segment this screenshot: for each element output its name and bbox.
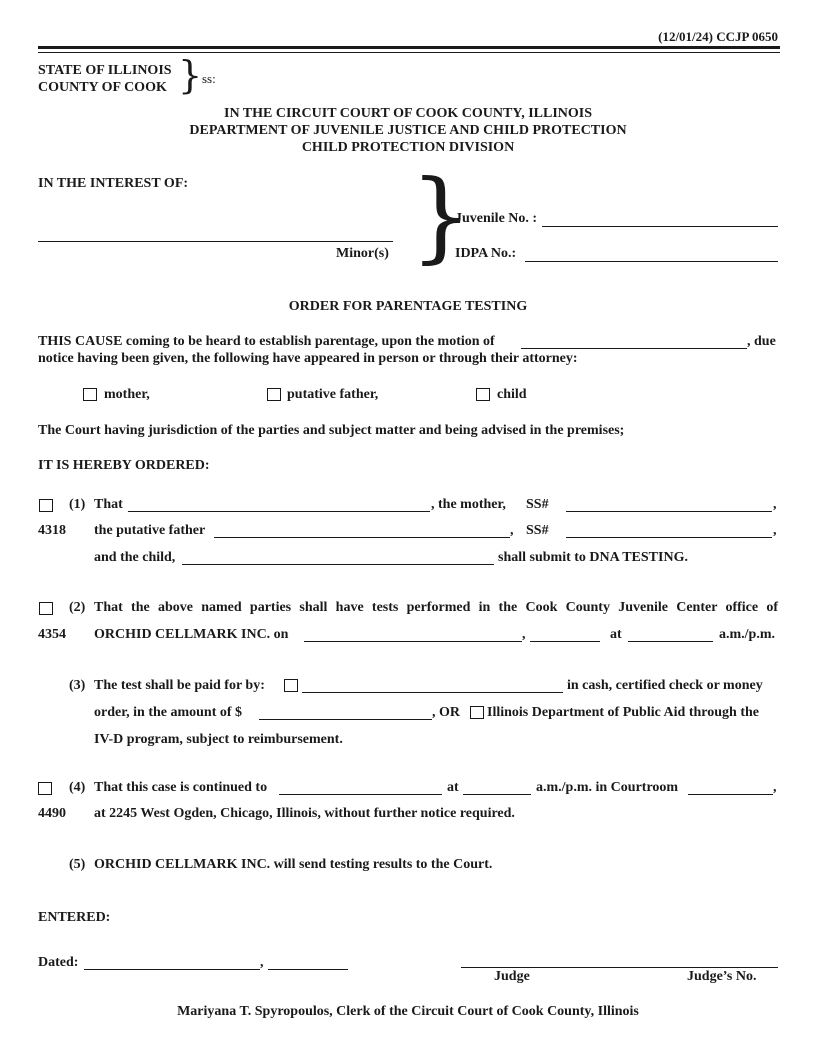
mother-ss-comma: , <box>773 497 777 512</box>
notice-text: notice having been given, the following have appeared in person or through their attorney: <box>38 351 578 366</box>
item2-checkbox[interactable] <box>39 602 53 615</box>
header-rule-thick <box>38 46 780 49</box>
item1-that: That <box>94 497 123 512</box>
child-label: child <box>497 387 527 402</box>
item2-line1: That the above named parties shall have tests performed in the Cook County Juvenile Center office of <box>94 600 778 615</box>
item4-checkbox[interactable] <box>38 782 52 795</box>
idpa-text: Illinois Department of Public Aid through the <box>487 705 759 720</box>
courtroom-field[interactable] <box>688 794 773 795</box>
child-name-field[interactable] <box>182 564 494 565</box>
paid-by-checkbox[interactable] <box>284 679 298 692</box>
item1-number: (1) <box>69 497 86 512</box>
payment-method-text: in cash, certified check or money <box>567 678 763 693</box>
caption-brace: } <box>410 160 473 274</box>
dated-field[interactable] <box>84 969 260 970</box>
order-title: ORDER FOR PARENTAGE TESTING <box>288 299 528 314</box>
child-checkbox[interactable] <box>476 388 490 401</box>
item1-code: 4318 <box>38 523 66 538</box>
clerk-line: Mariyana T. Spyropoulos, Clerk of the Circuit Court of Cook County, Illinois <box>177 1004 639 1019</box>
mother-ss-label: SS# <box>526 497 549 512</box>
idpa-checkbox[interactable] <box>470 706 484 719</box>
court-name: IN THE CIRCUIT COURT OF COOK COUNTY, ILLINOIS <box>224 106 592 121</box>
the-mother-label: , the mother, <box>431 497 506 512</box>
judge-no-label: Judge’s No. <box>687 969 757 984</box>
idpa-no-field[interactable] <box>525 261 778 262</box>
putative-father-label: putative father, <box>287 387 379 402</box>
courtroom-text: a.m./p.m. in Courtroom <box>536 780 679 795</box>
ordered-heading: IT IS HEREBY ORDERED: <box>38 458 210 473</box>
putative-father-text: the putative father <box>94 523 206 538</box>
father-ss-field[interactable] <box>566 537 772 538</box>
item3-number: (3) <box>69 678 86 693</box>
amount-field[interactable] <box>259 719 432 720</box>
continued-at-label: at <box>447 780 459 795</box>
venue-brace: } <box>178 53 203 97</box>
father-name-comma: , <box>510 523 514 538</box>
mother-checkbox[interactable] <box>83 388 97 401</box>
continued-date-field[interactable] <box>279 794 442 795</box>
father-ss-label: SS# <box>526 523 549 538</box>
form-code: (12/01/24) CCJP 0650 <box>658 29 778 44</box>
item1-checkbox[interactable] <box>39 499 53 512</box>
continued-time-field[interactable] <box>463 794 531 795</box>
dated-year-field[interactable] <box>268 969 348 970</box>
dated-label: Dated: <box>38 955 79 970</box>
juvenile-no-field[interactable] <box>542 226 778 227</box>
header-rule-thin <box>38 52 780 53</box>
ivd-text: IV-D program, subject to reimbursement. <box>94 732 343 747</box>
item4-number: (4) <box>69 780 86 795</box>
due-text: , due <box>747 334 776 349</box>
interest-of-label: IN THE INTEREST OF: <box>38 176 189 191</box>
idpa-no-label: IDPA No.: <box>455 246 517 261</box>
item5-number: (5) <box>69 857 86 872</box>
state-label: STATE OF ILLINOIS <box>38 63 172 78</box>
mother-ss-field[interactable] <box>566 511 772 512</box>
cause-text: THIS CAUSE coming to be heard to establish parentage, upon the motion of <box>38 334 495 349</box>
entered-label: ENTERED: <box>38 910 111 925</box>
item4-code: 4490 <box>38 806 66 821</box>
test-year-field[interactable] <box>530 641 600 642</box>
test-time-field[interactable] <box>628 641 713 642</box>
payer-field[interactable] <box>302 692 563 693</box>
company-on-text: ORCHID CELLMARK INC. on <box>94 627 289 642</box>
test-date-comma: , <box>522 627 526 642</box>
judge-signature-field[interactable] <box>461 967 778 968</box>
father-name-field[interactable] <box>214 537 510 538</box>
order-amount-text: order, in the amount of $ <box>94 705 243 720</box>
courtroom-comma: , <box>773 780 777 795</box>
item2-number: (2) <box>69 600 86 615</box>
paid-by-text: The test shall be paid for by: <box>94 678 265 693</box>
test-at-label: at <box>610 627 622 642</box>
jurisdiction-text: The Court having jurisdiction of the parties and subject matter and being advised in the premises; <box>38 423 625 438</box>
item2-code: 4354 <box>38 627 66 642</box>
submit-dna-text: shall submit to DNA TESTING. <box>498 550 688 565</box>
division-name: CHILD PROTECTION DIVISION <box>301 140 515 155</box>
juvenile-no-label: Juvenile No. : <box>455 211 538 226</box>
dated-comma: , <box>260 955 264 970</box>
minor-name-field[interactable] <box>38 241 393 242</box>
ss-label: ss: <box>202 71 216 86</box>
test-date-field[interactable] <box>304 641 522 642</box>
continued-text: That this case is continued to <box>94 780 268 795</box>
address-text: at 2245 West Ogden, Chicago, Illinois, without further notice required. <box>94 806 515 821</box>
putative-father-checkbox[interactable] <box>267 388 281 401</box>
test-ampm-label: a.m./p.m. <box>719 627 775 642</box>
mother-name-field[interactable] <box>128 511 430 512</box>
results-text: ORCHID CELLMARK INC. will send testing results to the Court. <box>94 857 493 872</box>
county-label: COUNTY OF COOK <box>38 80 167 95</box>
motion-of-field[interactable] <box>521 348 747 349</box>
child-text: and the child, <box>94 550 176 565</box>
or-text: , OR <box>432 705 460 720</box>
department-name: DEPARTMENT OF JUVENILE JUSTICE AND CHILD PROTECTION <box>189 123 627 138</box>
mother-label: mother, <box>104 387 150 402</box>
father-ss-comma: , <box>773 523 777 538</box>
minor-label: Minor(s) <box>336 246 389 261</box>
judge-label: Judge <box>494 969 530 984</box>
